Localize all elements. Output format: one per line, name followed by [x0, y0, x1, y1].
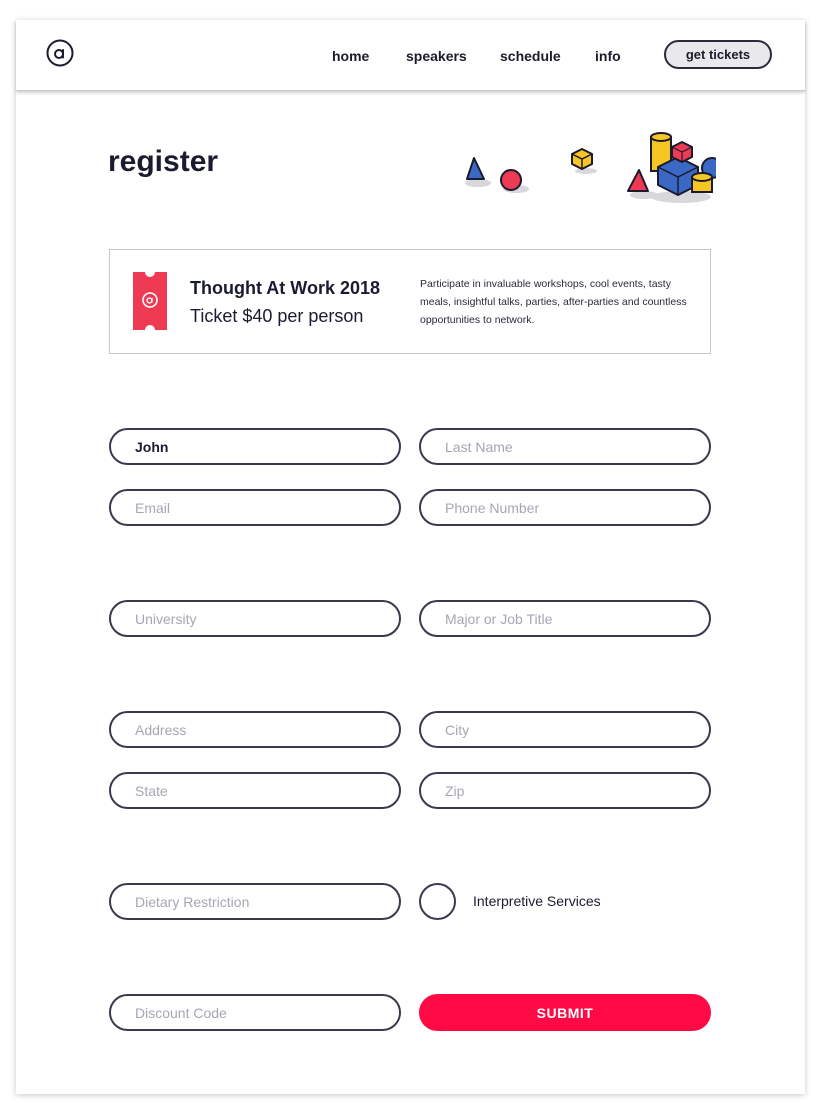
nav-speakers-link[interactable]: speakers [406, 48, 467, 64]
page-title: register [108, 145, 219, 178]
ticket-card [109, 249, 711, 354]
nav-schedule-link[interactable]: schedule [500, 48, 561, 64]
first-name-input[interactable] [109, 428, 401, 465]
top-navbar [16, 20, 805, 91]
ticket-icon [133, 272, 167, 330]
interpretive-services-checkbox[interactable] [419, 883, 456, 920]
email-input[interactable] [109, 489, 401, 526]
page-container [16, 20, 805, 1094]
state-input[interactable] [109, 772, 401, 809]
submit-button[interactable]: SUBMIT [419, 994, 711, 1031]
ticket-price: Ticket $40 per person [190, 306, 364, 326]
at-sign-logo-icon[interactable] [46, 39, 74, 67]
interpretive-services-label: Interpretive Services [473, 893, 601, 909]
event-description: Participate in invaluable workshops, cool events, tasty meals, insightful talks, parties, after-parties and countless opportunities to network. [420, 278, 687, 326]
city-input[interactable] [419, 711, 711, 748]
get-tickets-button[interactable]: get tickets [664, 40, 772, 69]
discount-code-input[interactable] [109, 994, 401, 1031]
phone-number-input[interactable] [419, 489, 711, 526]
geometric-shapes-illustration [436, 125, 716, 205]
zip-input[interactable] [419, 772, 711, 809]
address-input[interactable] [109, 711, 401, 748]
university-input[interactable] [109, 600, 401, 637]
major-job-title-input[interactable] [419, 600, 711, 637]
event-name: Thought At Work 2018 [190, 278, 381, 298]
nav-info-link[interactable]: info [595, 48, 621, 64]
dietary-restriction-input[interactable] [109, 883, 401, 920]
last-name-input[interactable] [419, 428, 711, 465]
nav-home-link[interactable]: home [332, 48, 370, 64]
